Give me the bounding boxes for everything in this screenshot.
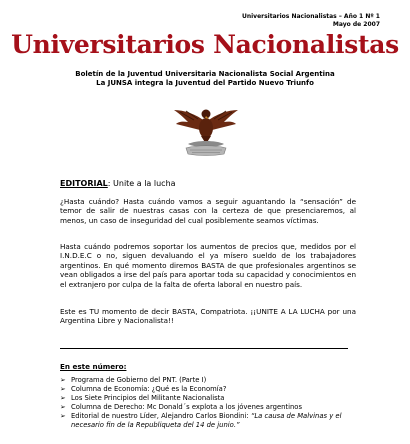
editorial-paragraph-1: ¿Hasta cuándo? Hasta cuándo vamos a seguir aguantando la “sensación” de temor de salir de nuestras casas con la certeza de que presenciaremos, al menos, un caso de inseguridad del cual posiblemente seamos víctimas. [60, 197, 356, 225]
index-heading: En este número: [60, 362, 127, 371]
arrow-bullet-icon: ➢ [60, 403, 66, 411]
subtitle-line-1: Boletín de la Juventud Universitaria Nacionalista Social Argentina [75, 70, 335, 78]
section-divider [60, 348, 348, 349]
subtitle-line-2: La JUNSA integra la Juventud del Partido Nuevo Triunfo [96, 79, 314, 87]
editorial-label: EDITORIAL [60, 179, 108, 188]
index-list [60, 376, 360, 430]
editorial-heading: EDITORIAL: Unite a la lucha [60, 179, 176, 188]
issue-line: Universitarios Nacionalistas – Año 1 Nº 1 [241, 13, 380, 20]
list-item: ➢ Columna de Economía: ¿Qué es la Economía? [60, 385, 227, 393]
editorial-paragraph-2: Hasta cuándo podremos soportar los aumentos de precios que, medidos por el I.N.D.E.C o no, siguen devaluando el ya mísero sueldo de los trabajadores argentinos. En qué momento diremos BASTA de que profesionales argentinos se vean obligados a irse del país para aportar toda su capacidad y conocimientos en el extranjero por culpa de la falta de oferta laboral en nuestro país. [60, 242, 356, 289]
bulletin-title: Universitarios Nacionalistas [11, 30, 399, 59]
eagle-emblem-icon [170, 98, 242, 160]
list-item: ➢ Columna de Derecho: Mc Donald´s explota a los jóvenes argentinos [60, 403, 302, 411]
arrow-bullet-icon: ➢ [60, 385, 66, 393]
list-item: ➢ Editorial de nuestro Líder, Alejandro Carlos Biondini: “La causa de Malvinas y el necesario fin de la Republiqueta del 14 de junio.” [60, 412, 342, 429]
issue-meta [242, 13, 380, 29]
issue-date: Mayo de 2007 [332, 21, 380, 28]
editorial-title: Unite a la lucha [113, 179, 176, 188]
arrow-bullet-icon: ➢ [60, 394, 66, 402]
arrow-bullet-icon: ➢ [60, 412, 66, 420]
editorial-paragraph-3: Este es TU momento de decir BASTA, Compatriota. ¡¡UNITE A LA LUCHA por una Argentina Libre y Nacionalista!! [60, 307, 356, 326]
arrow-bullet-icon: ➢ [60, 376, 66, 384]
list-item: ➢ Los Siete Principios del Militante Nacionalista [60, 394, 225, 402]
list-item: ➢ Programa de Gobierno del PNT. (Parte I) [60, 376, 207, 384]
item-quote: “La causa de Malvinas y el necesario fin de la Republiqueta del 14 de junio.” [71, 412, 342, 429]
bulletin-subtitle [0, 70, 410, 88]
